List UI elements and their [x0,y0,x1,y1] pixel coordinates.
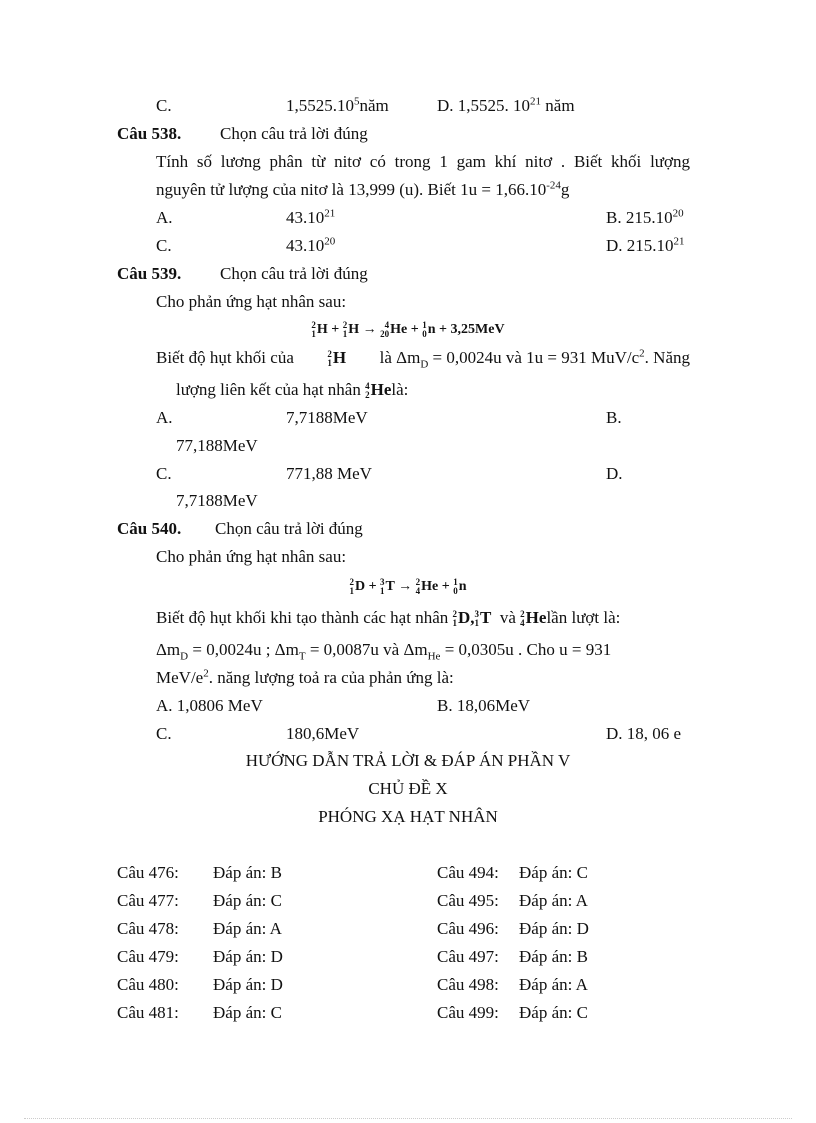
q540-option-c-value: 180,6MeV [286,724,360,743]
answer-question-number: Câu 479: [117,947,179,966]
q538-stem-line2: nguyên tử lượng của nitơ là 13,999 (u). Biết $1u = 1,66.10^{-24}g$ [156,179,570,199]
answer-question-number: Câu 478: [117,919,179,938]
q538-option-d: D. 215.10$^{21}$ [606,235,685,255]
q538-option-a-value: 43.10$^{21}$ [286,207,336,227]
q538-option-a-label: A. [156,208,173,227]
answer-value: Đáp án: A [213,919,282,938]
q539-option-c-label: C. [156,464,172,483]
answer-question-number: Câu 481: [117,1003,179,1022]
page-bottom-divider [24,1118,792,1119]
answer-value: Đáp án: C [519,863,588,882]
q539-option-b-value: 77,188MeV [176,436,258,455]
q540-option-c-label: C. [156,724,172,743]
answer-question-number: Câu 494: [437,863,499,882]
q540-option-d: D. 18, 06 e [606,724,682,743]
answer-value: Đáp án: D [213,947,283,966]
q539-instruction: Chọn câu trả lời đúng [220,264,368,283]
q539-equation: 2 1 H + 2 1 H → 4 20 He + 1 0 n + 3,25MeV [311,319,505,339]
q538-option-b: B. 215.10$^{20}$ [606,207,684,227]
q539-option-d-value: 7,7188MeV [176,491,258,510]
answer-value: Đáp án: B [519,947,588,966]
q539-option-d-label: D. [606,464,623,483]
chapter-title: CHỦ ĐỀ X [368,779,448,798]
q539-intro: Cho phản ứng hạt nhân sau: [156,292,347,311]
q540-stem-line2: $\Delta m_D = 0,0024u$ ; $\Delta m_T = 0,0087u$ và $\Delta m_{He} = 0,0305u$ . Cho u = 931 [156,640,612,663]
q537-option-d: D. 1,5525. $10^{21}$ năm [437,95,575,115]
q540-intro: Cho phản ứng hạt nhân sau: [156,547,347,566]
answer-value: Đáp án: C [213,1003,282,1022]
answer-value: Đáp án: D [519,919,589,938]
answer-question-number: Câu 476: [117,863,179,882]
q539-option-c-value: 771,88 MeV [286,464,372,483]
q538-option-c-label: C. [156,236,172,255]
q539-option-b-label: B. [606,408,622,427]
answer-question-number: Câu 480: [117,975,179,994]
answers-heading: HƯỚNG DẪN TRẢ LỜI & ĐÁP ÁN PHẦN V [245,751,571,770]
q538-option-c-value: 43.10$^{20}$ [286,235,336,255]
answer-value: Đáp án: A [519,891,588,910]
q539-number: Câu 539. [117,264,182,283]
answer-value: Đáp án: C [519,1003,588,1022]
q540-equation: 2 1 D + 3 1 T → 2 4 He + 1 0 n [349,576,467,596]
answer-question-number: Câu 498: [437,975,499,994]
answer-question-number: Câu 499: [437,1003,499,1022]
answer-value: Đáp án: C [213,891,282,910]
q539-stem-line1: Biết độ hụt khối của 2 1 H là $\Delta m_D = 0,0024u$ và 1u = 931 MuV/$c^2$. Năng [156,347,690,371]
answer-question-number: Câu 496: [437,919,499,938]
answer-question-number: Câu 477: [117,891,179,910]
q538-number: Câu 538. [117,124,182,143]
q537-option-c-label: C. [156,96,172,115]
q540-instruction: Chọn câu trả lời đúng [215,519,363,538]
q538-stem-line1: Tính số lương phân từ nitơ có trong 1 gam khí nitơ . Biết khối lượng [156,152,690,171]
q540-option-a: A. 1,0806 MeV [156,696,263,715]
q540-number: Câu 540. [117,519,182,538]
topic-title: PHÓNG XẠ HẠT NHÂN [318,807,498,826]
answer-question-number: Câu 497: [437,947,499,966]
q540-stem-line1: Biết độ hụt khối khi tạo thành các hạt nhân 2 1 D, 3 1 T và 2 4 Helần lượt là: [156,608,621,629]
q537-option-c-value: 1,5525.10$^5$năm [286,95,389,115]
answer-value: Đáp án: D [213,975,283,994]
q538-instruction: Chọn câu trả lời đúng [220,124,368,143]
q539-option-a-value: 7,7188MeV [286,408,368,427]
answer-value: Đáp án: B [213,863,282,882]
q539-stem-line2: lượng liên kết của hạt nhân 4 2 Helà: [176,380,409,401]
answer-value: Đáp án: A [519,975,588,994]
q539-option-a-label: A. [156,408,173,427]
q540-stem-line3: MeV/$e^2$. năng lượng toả ra của phản ứng là: [156,667,454,687]
q540-option-b: B. 18,06MeV [437,696,531,715]
answer-question-number: Câu 495: [437,891,499,910]
